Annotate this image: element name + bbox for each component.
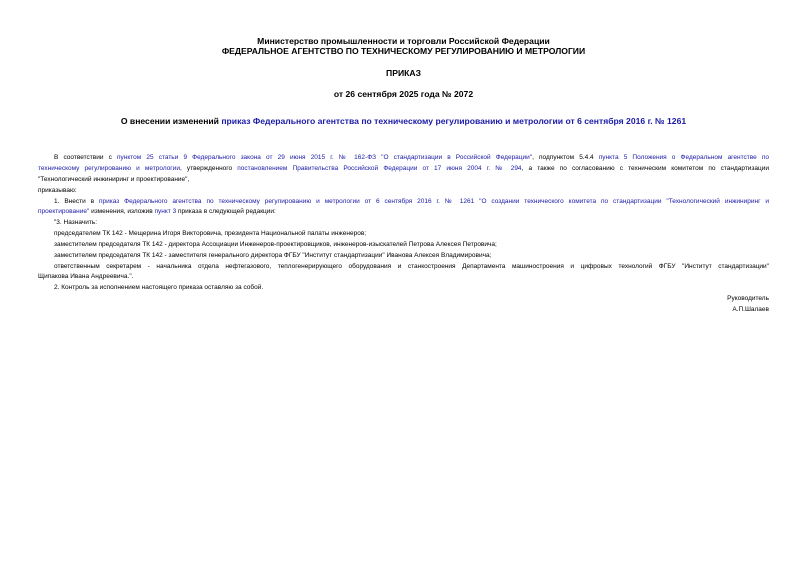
agency-name: ФЕДЕРАЛЬНОЕ АГЕНТСТВО ПО ТЕХНИЧЕСКОМУ РЕГУЛИРОВАНИЮ И МЕТРОЛОГИИ bbox=[221, 46, 586, 56]
para-1-text-b: , подпунктом 5.4.4 bbox=[532, 154, 599, 161]
signature-position: Руководитель bbox=[727, 295, 769, 302]
para-3: 2. Контроль за исполнением настоящего приказа оставляю за собой. bbox=[54, 284, 264, 291]
order-1261-link-cont[interactable]: проектирование" bbox=[38, 208, 90, 215]
para-1-text-a: В соответствии с bbox=[54, 154, 117, 161]
quote-line-5: ответственным секретарем - начальника отдела нефтегазового, теплогенерирующего оборудования и станкостроения Департамента машиностроения и цифровых технологий ФГБУ "Институт стандартизации" bbox=[54, 263, 769, 270]
quote-line-1: "3. Назначить: bbox=[54, 219, 97, 226]
para-2-line-2 bbox=[38, 208, 276, 215]
para-1-text-d: , а также по согласованию с техническим комитетом по стандартизации bbox=[521, 165, 770, 172]
para-2-text-c: приказа в следующей редакции: bbox=[176, 208, 276, 215]
government-decree-link[interactable]: постановлением Правительства Российской Федерации от 17 июня 2004 г. № 294 bbox=[237, 165, 522, 172]
para-1-line-2 bbox=[38, 165, 769, 172]
title-prefix: О внесении изменений bbox=[120, 116, 222, 126]
quote-line-6: Щипакова Ивана Андреевича.". bbox=[38, 273, 134, 280]
doc-title bbox=[0, 116, 807, 126]
para-1-text-c: , утвержденного bbox=[179, 165, 238, 172]
orders-text: приказываю: bbox=[38, 187, 77, 194]
doc-type: ПРИКАЗ bbox=[386, 68, 421, 78]
quote-line-4: заместителем председателя ТК 142 - заместителя генерального директора ФГБУ "Институт стандартизации" Иванова Алексея Владимировича; bbox=[54, 252, 492, 259]
doc-date-number: от 26 сентября 2025 года № 2072 bbox=[333, 89, 474, 99]
para-1-line-3: "Технологический инжиниринг и проектирование", bbox=[38, 176, 190, 183]
regulation-link-cont[interactable]: техническому регулированию и метрологии bbox=[38, 165, 180, 172]
para-2-line-1 bbox=[54, 198, 769, 205]
signature-name: А.П.Шалаев bbox=[732, 306, 769, 313]
para-2-text-b: изменения, изложив bbox=[89, 208, 155, 215]
clause-3-link[interactable]: пункт 3 bbox=[154, 208, 177, 215]
para-2-text-a: 1. Внести в bbox=[54, 198, 99, 205]
quote-line-2: председателем ТК 142 - Мещерина Игоря Викторовича, президента Национальной палаты инженеров; bbox=[54, 230, 367, 237]
regulation-link[interactable]: пункта 5 Положения о Федеральном агентстве по bbox=[598, 154, 770, 161]
order-1261-link[interactable]: приказ Федерального агентства по техническому регулированию и метрологии от 6 сентября 2016 г. № 1261 "О создании технического комитета по стандартизации "Технологический инжиниринг и bbox=[99, 198, 769, 205]
title-link[interactable]: приказ Федерального агентства по техническому регулированию и метрологии от 6 сентября 2016 г. № 1261 bbox=[221, 116, 687, 126]
para-1-line-1 bbox=[54, 154, 769, 161]
ministry-name: Министерство промышленности и торговли Российской Федерации bbox=[257, 36, 550, 46]
law-link[interactable]: пунктом 25 статьи 9 Федерального закона от 29 июня 2015 г. № 162-ФЗ "О стандартизации в Российской Федерации" bbox=[116, 154, 533, 161]
quote-line-3: заместителем председателя ТК 142 - директора Ассоциации Инженеров-проектировщиков, инженеров-изыскателей Петрова Алексея Петровича; bbox=[54, 241, 497, 248]
